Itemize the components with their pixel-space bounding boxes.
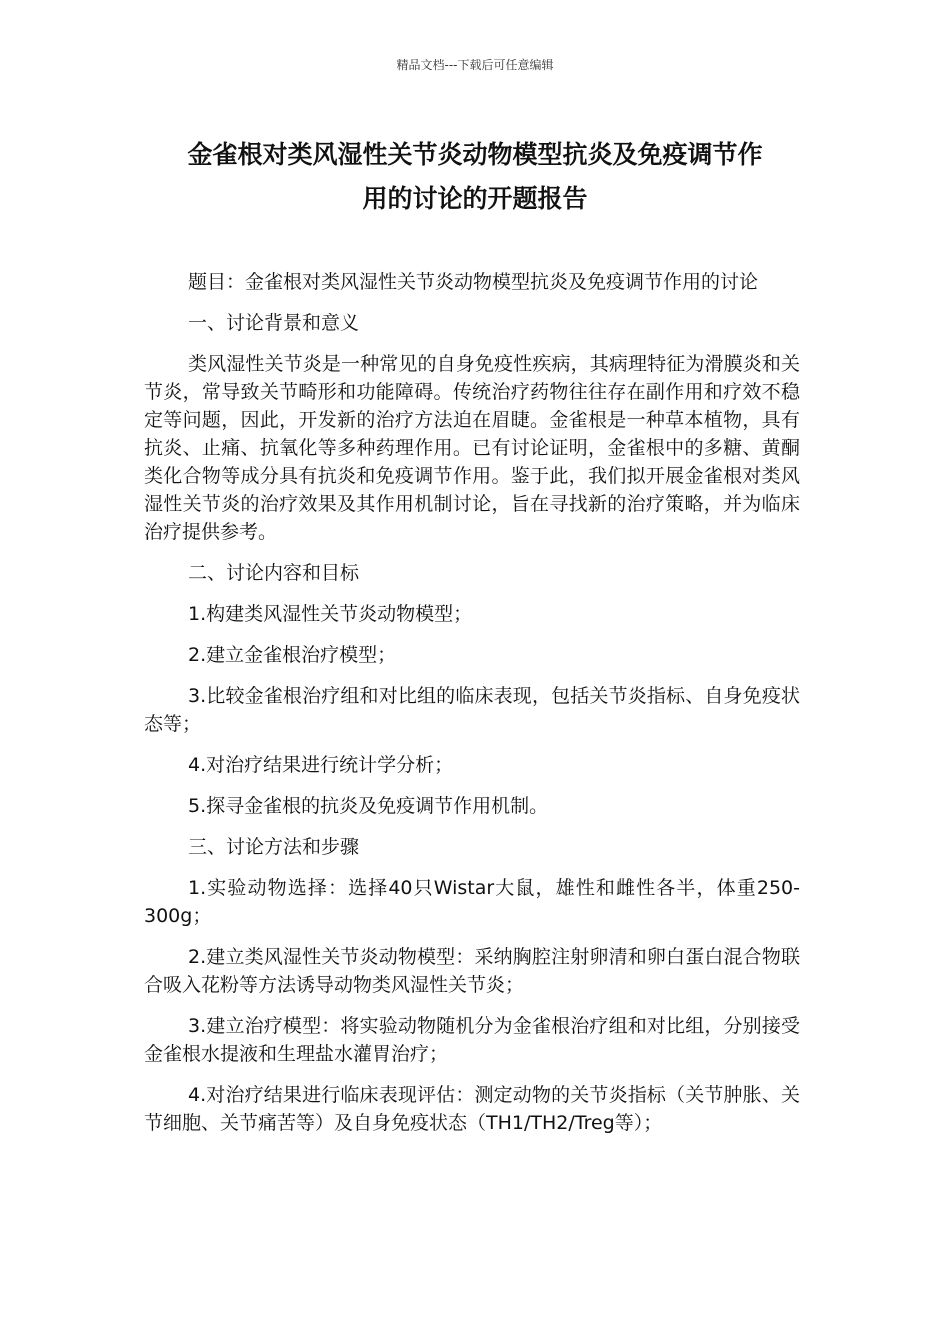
section-heading-content-goals: 二、讨论内容和目标 <box>188 562 360 584</box>
method-step-2: 2.建立类风湿性关节炎动物模型：采纳胸腔注射卵清和卵白蛋白混合物联合吸入花粉等方法诱导动物类风湿性关节炎； <box>144 946 800 996</box>
document-title-line-2: 用的讨论的开题报告 <box>362 184 588 213</box>
goal-item-1: 1.构建类风湿性关节炎动物模型； <box>188 603 473 625</box>
goal-item-3: 3.比较金雀根治疗组和对比组的临床表现，包括关节炎指标、自身免疫状态等； <box>144 685 800 735</box>
section-heading-background: 一、讨论背景和意义 <box>188 312 360 334</box>
section-heading-methods: 三、讨论方法和步骤 <box>188 836 360 858</box>
document-title-line-1: 金雀根对类风湿性关节炎动物模型抗炎及免疫调节作 <box>187 140 763 169</box>
document-body <box>144 268 800 1150</box>
method-step-3: 3.建立治疗模型：将实验动物随机分为金雀根治疗组和对比组，分别接受金雀根水提液和生理盐水灌胃治疗； <box>144 1015 800 1065</box>
goal-item-5: 5.探寻金雀根的抗炎及免疫调节作用机制。 <box>188 795 549 817</box>
goal-item-2: 2.建立金雀根治疗模型； <box>188 644 397 666</box>
method-step-4: 4.对治疗结果进行临床表现评估：测定动物的关节炎指标（关节肿胀、关节细胞、关节痛苦等）及自身免疫状态（TH1/TH2/Treg等）； <box>144 1084 800 1134</box>
goal-item-4: 4.对治疗结果进行统计学分析； <box>188 754 454 776</box>
page-header-note: 精品文档---下载后可任意编辑 <box>396 58 554 72</box>
topic-paragraph: 题目：金雀根对类风湿性关节炎动物模型抗炎及免疫调节作用的讨论 <box>188 271 759 293</box>
document-title <box>140 133 810 221</box>
method-step-1: 1.实验动物选择：选择40只Wistar大鼠，雄性和雌性各半，体重250-300g； <box>144 877 800 927</box>
background-paragraph: 类风湿性关节炎是一种常见的自身免疫性疾病，其病理特征为滑膜炎和关节炎，常导致关节畸形和功能障碍。传统治疗药物往往存在副作用和疗效不稳定等问题，因此，开发新的治疗方法迫在眉睫。金雀根是一种草本植物，具有抗炎、止痛、抗氧化等多种药理作用。已有讨论证明，金雀根中的多糖、黄酮类化合物等成分具有抗炎和免疫调节作用。鉴于此，我们拟开展金雀根对类风湿性关节炎的治疗效果及其作用机制讨论，旨在寻找新的治疗策略，并为临床治疗提供参考。 <box>144 353 800 543</box>
